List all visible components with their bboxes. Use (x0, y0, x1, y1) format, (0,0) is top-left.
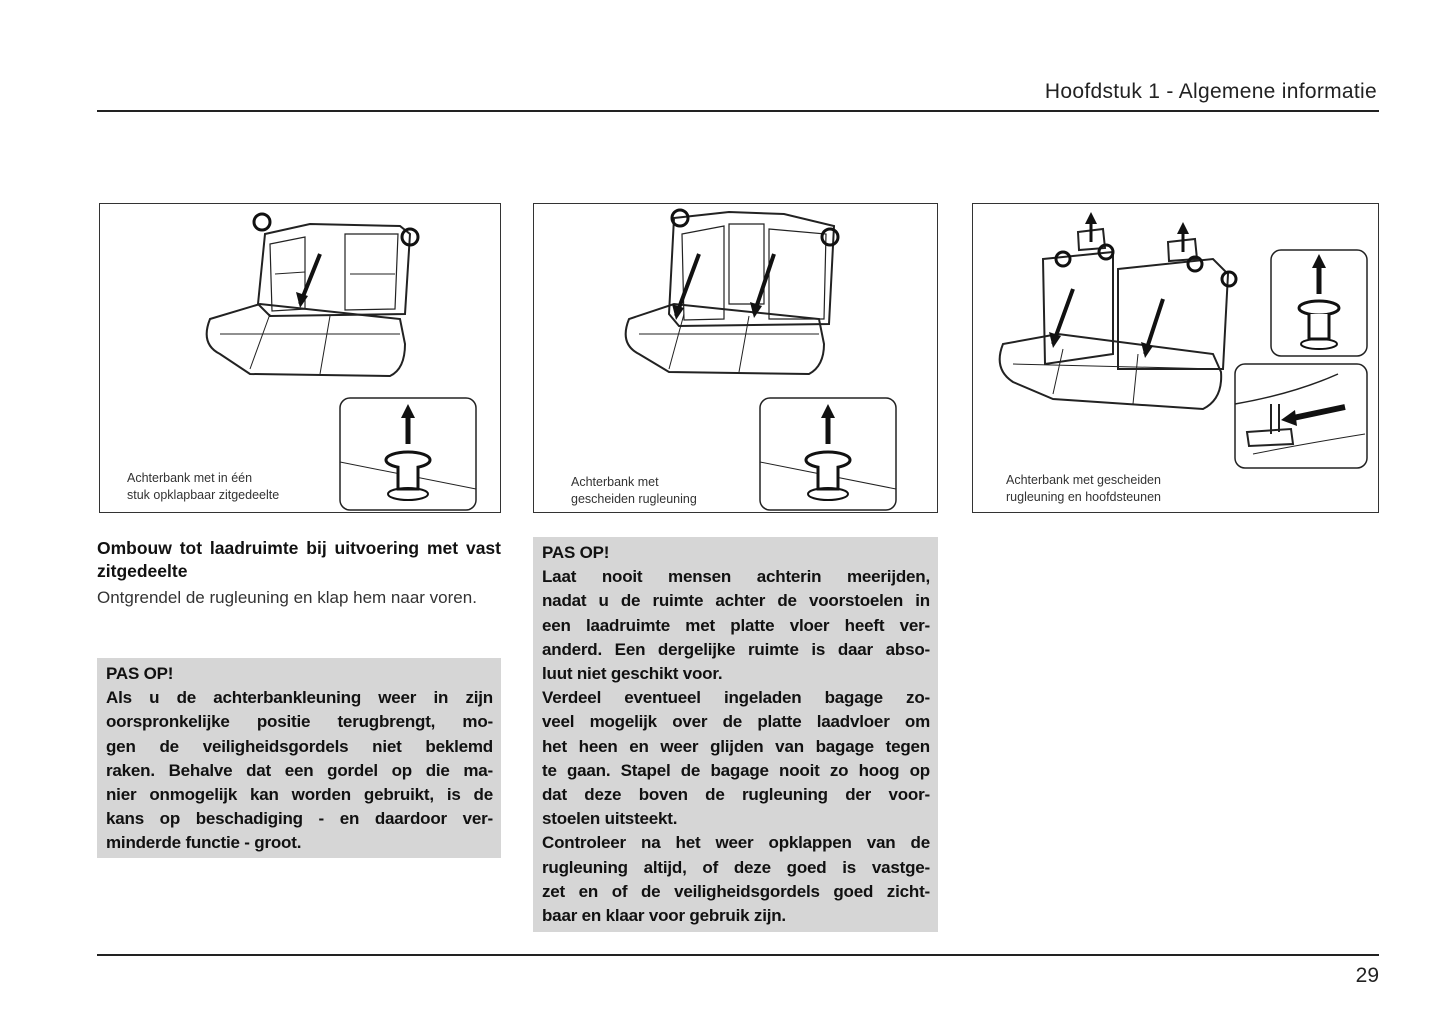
warning-line: Controleer na het weer opklappen van de (542, 833, 930, 853)
warning-line: te gaan. Stapel de bagage nooit zo hoog op (542, 760, 930, 780)
warning-title: PAS OP! (542, 543, 610, 562)
section-body: Ontgrendel de rugleuning en klap hem naar voren. (97, 588, 477, 607)
warning-line: gen de veiligheidsgordels niet beklemd (106, 736, 493, 756)
warning-line: kans op beschadiging - en daardoor ver- (106, 809, 493, 829)
figure-caption (1006, 472, 1161, 506)
warning-line: het heen en weer glijden van bagage tegen (542, 736, 930, 756)
bench-split-headrests-illustration (973, 204, 1379, 513)
figure-caption (127, 470, 279, 504)
caption-line: Achterbank met gescheiden (1006, 473, 1161, 487)
warning-line: Als u de achterbankleuning weer in zijn (106, 688, 493, 708)
warning-line: veel mogelijk over de platte laadvloer om (542, 712, 930, 732)
warning-line: Verdeel eventueel ingeladen bagage zo- (542, 688, 930, 708)
bench-one-piece-illustration (100, 204, 501, 513)
warning-line: nier onmogelijk kan worden gebruikt, is de (106, 785, 493, 805)
caption-line: stuk opklapbaar zitgedeelte (127, 488, 280, 502)
warning-title: PAS OP! (106, 664, 174, 683)
warning-line: raken. Behalve dat een gordel op die ma- (106, 760, 493, 780)
warning-line: dat deze boven de rugleuning der voor- (542, 785, 930, 805)
bench-split-backrest-illustration (534, 204, 938, 513)
warning-line: een laadruimte met platte vloer heeft ver- (542, 615, 930, 635)
page-header-title: Hoofdstuk 1 - Algemene informatie (1044, 80, 1377, 103)
warning-line: nadat u de ruimte achter de voorstoelen in (542, 591, 930, 611)
warning-line: luut niet geschikt voor. (542, 664, 723, 684)
figure-bench-split-backrest (533, 203, 938, 513)
caption-line: Achterbank met (571, 475, 659, 489)
caption-line: gescheiden rugleuning (571, 492, 697, 506)
section-heading: Ombouw tot laadruimte bij uitvoering met vast zitgedeelte (97, 538, 501, 581)
warning-line: oorspronkelijke positie terugbrengt, mo- (106, 712, 493, 732)
figure-bench-split-headrests (972, 203, 1379, 513)
warning-line: baar en klaar voor gebruik zijn. (542, 906, 786, 926)
warning-box-cargo (533, 537, 938, 932)
warning-line: anderd. Een dergelijke ruimte is daar abso- (542, 639, 930, 659)
warning-line: stoelen uitsteekt. (542, 809, 678, 829)
figure-caption (571, 474, 697, 508)
caption-line: Achterbank met in één (127, 471, 253, 485)
figure-bench-one-piece (99, 203, 501, 513)
header-rule (97, 110, 1379, 112)
warning-line: rugleuning altijd, of deze goed is vastge- (542, 857, 930, 877)
caption-line: rugleuning en hoofdsteunen (1006, 490, 1161, 504)
page-number: 29 (1355, 964, 1379, 987)
warning-line: Laat nooit mensen achterin meerijden, (542, 567, 930, 587)
warning-line: minderde functie - groot. (106, 833, 302, 853)
footer-rule (97, 954, 1379, 956)
warning-line: zet en of de veiligheidsgordels goed zicht- (542, 881, 930, 901)
warning-box-seatbelts (97, 658, 501, 858)
